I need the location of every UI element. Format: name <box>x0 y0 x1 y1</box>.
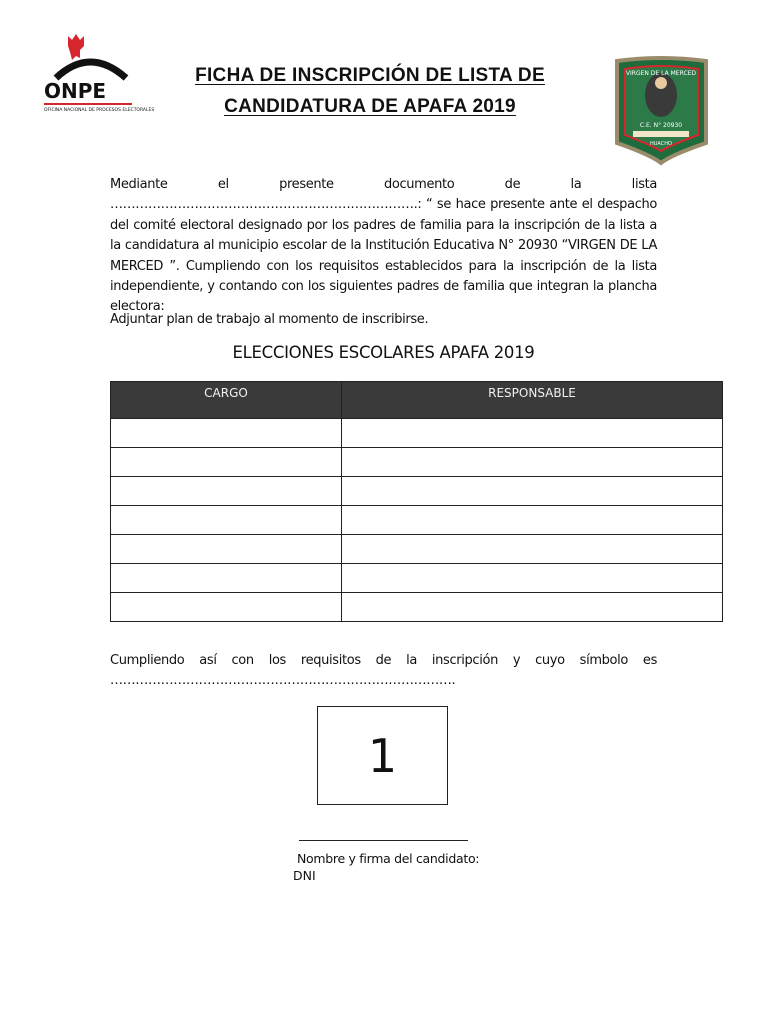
cargo-cell[interactable] <box>111 419 342 448</box>
onpe-logo-subtitle: OFICINA NACIONAL DE PROCESOS ELECTORALES <box>44 108 155 113</box>
onpe-logo-text: ONPE <box>44 79 107 103</box>
badge-text-top: VIRGEN DE LA MERCED <box>625 70 697 77</box>
title-line-2: CANDIDATURA DE APAFA 2019 <box>224 96 516 117</box>
symbol-box <box>317 706 448 805</box>
table-row <box>111 506 723 535</box>
cargo-cell[interactable] <box>111 506 342 535</box>
symbol-value: 1 <box>367 728 398 783</box>
cargo-cell[interactable] <box>111 477 342 506</box>
signature-label: Nombre y firma del candidato: <box>297 851 480 866</box>
symbol-paragraph: Cumpliendo así con los requisitos de la inscripción y cuyo símbolo es ………………………………………………………………………. <box>110 653 657 689</box>
intro-paragraph: Mediante el presente documento de la lista ……………………………………………………………….: “ se hace presente ante el despacho del comité electoral designado por los padres de familia para la inscripción de la lista a la candidatura al municipio escolar de la Institución Educativa N° 20930 “VIRGEN DE LA MERCED ”. Cumpliendo con los requisitos establecidos para la inscripción de la lista independiente, y contando con los siguientes padres de familia que integran la plancha electora: <box>110 177 657 315</box>
table-row <box>111 419 723 448</box>
cargo-cell[interactable] <box>111 564 342 593</box>
table-row <box>111 593 723 622</box>
onpe-arc-icon <box>56 62 126 78</box>
table-row <box>111 477 723 506</box>
onpe-logo <box>42 34 155 114</box>
badge-text-bottom: HUACHO <box>650 141 672 147</box>
page-title <box>150 60 590 122</box>
responsable-cell[interactable] <box>342 419 723 448</box>
responsable-cell[interactable] <box>342 564 723 593</box>
cargo-cell[interactable] <box>111 535 342 564</box>
onpe-hand-mark-icon <box>68 34 84 60</box>
responsable-cell[interactable] <box>342 593 723 622</box>
table-row <box>111 564 723 593</box>
signature-line[interactable] <box>299 840 468 841</box>
title-line-1: FICHA DE INSCRIPCIÓN DE LISTA DE <box>195 65 545 86</box>
column-header-responsable: RESPONSABLE <box>342 382 723 419</box>
candidates-table <box>110 381 723 622</box>
table-row <box>111 448 723 477</box>
dni-label: DNI <box>293 868 316 883</box>
badge-text-mid: C.E. N° 20930 <box>639 122 683 129</box>
cargo-cell[interactable] <box>111 593 342 622</box>
cargo-cell[interactable] <box>111 448 342 477</box>
responsable-cell[interactable] <box>342 535 723 564</box>
table-header-row <box>111 382 723 419</box>
responsable-cell[interactable] <box>342 448 723 477</box>
column-header-cargo: CARGO <box>111 382 342 419</box>
attachment-note: Adjuntar plan de trabajo al momento de inscribirse. <box>110 312 429 327</box>
school-crest <box>611 55 712 165</box>
responsable-cell[interactable] <box>342 477 723 506</box>
responsable-cell[interactable] <box>342 506 723 535</box>
table-row <box>111 535 723 564</box>
section-title: ELECCIONES ESCOLARES APAFA 2019 <box>232 343 535 362</box>
